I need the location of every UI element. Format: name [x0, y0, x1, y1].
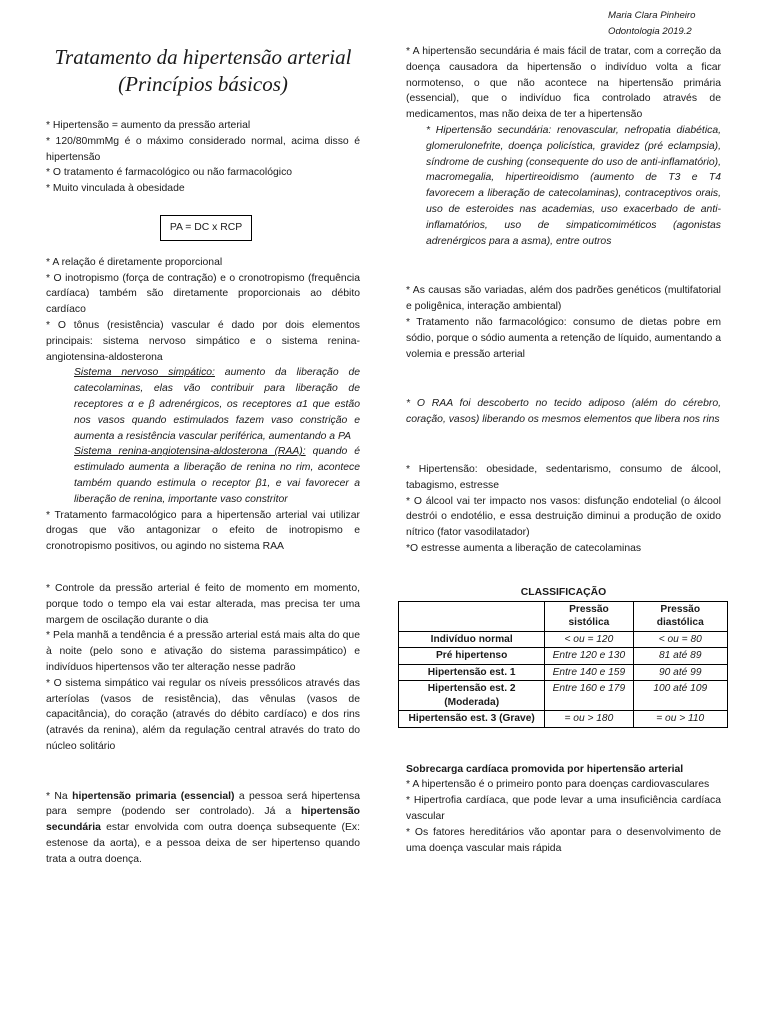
diastolic-cell: = ou > 110 — [633, 711, 727, 728]
diastolic-cell: < ou = 80 — [633, 631, 727, 648]
systolic-cell: Entre 140 e 159 — [545, 664, 633, 681]
table-row — [399, 648, 728, 665]
primary-post: estar envolvida com outra doença subsequente (Ex: estenose da aorta), e a pessoa deixa de ser hipertenso quando trata a outra doença. — [46, 822, 360, 865]
pharm-paragraph: * Tratamento farmacológico para a hipertensão arterial vai utilizar drogas que vão antagonizar o efeito de inotropismo e cronotropismo positivos, ou agindo no sistema RAA — [46, 509, 360, 553]
table-header-cell: Pressão sistólica — [545, 601, 633, 631]
row-label: Hipertensão est. 1 — [399, 664, 545, 681]
classification-table — [398, 601, 728, 728]
author-block — [608, 8, 758, 39]
diastolic-cell: 100 até 109 — [633, 681, 727, 711]
title-line-1: Tratamento da hipertensão arterial — [54, 45, 352, 69]
table-row — [399, 664, 728, 681]
overload-item: * A hipertensão é o primeiro ponto para doenças cardiovasculares — [406, 779, 710, 791]
table-header-cell: Pressão diastólica — [633, 601, 727, 631]
secondary-causes-paragraph: * Hipertensão secundária: renovascular, nefropatia diabética, glomerulonefrite, doença policística, gravidez (pré eclampsia), síndrome de cushing (consequente do uso de anti-inflamatório), macromegalia, hipertireoidismo (aumento de T3 e T4 favorecem a liberação de catecolaminas), contraceptivos orais, uso de esteroides nas academias, uso exacerbado de anti-inflamatórios, uso de simpaticomiméticos (agonistas adrenérgicos para a asma), entre outros — [426, 124, 721, 247]
raa-text: quando é estimulado aumenta a liberação de renina no rim, acontece também quando estimula o receptor β1, e vai favorecer a liberação de renina, importante vaso constritor — [74, 446, 360, 505]
factor-item: * Hipertensão: obesidade, sedentarismo, consumo de álcool, tabagismo, estresse — [406, 463, 721, 491]
secondary-bold: hipertensão secundária — [46, 806, 360, 834]
secondary-easy-paragraph: * A hipertensão secundária é mais fácil de tratar, com a correção da doença causadora da hipertensão o indivíduo volta a ficar normotenso, o que não acontece na hipertensão primária (essencial), que o indivíduo fica controlado através de medicamentos, mas não deixa de ter a hipertensão — [406, 46, 721, 121]
diastolic-cell: 90 até 99 — [633, 664, 727, 681]
row-label: Hipertensão est. 3 (Grave) — [399, 711, 545, 728]
systolic-cell: Entre 160 e 179 — [545, 681, 633, 711]
primary-pre: * Na — [46, 790, 73, 802]
table-header-row — [399, 601, 728, 631]
primary-bold: hipertensão primaria (essencial) — [72, 790, 235, 802]
primary-paragraph — [46, 789, 360, 868]
systolic-cell: < ou = 120 — [545, 631, 633, 648]
systolic-cell: Entre 120 e 130 — [545, 648, 633, 665]
causes-item: * As causas são variadas, além dos padrões genéticos (multifatorial e poligênica, interação ambiental) — [406, 285, 721, 313]
relation-item: * O tônus (resistência) vascular é dado por dois elementos principais: sistema nervoso simpático e o sistema renina-angiotensina-aldosterona — [46, 319, 360, 363]
control-item: * Pela manhã a tendência é a pressão arterial está mais alta do que à noite (pelo sono e ativação do sistema parassimpático) e indivíduos hipertensos vão ter alteração nesse padrão — [46, 630, 360, 673]
overload-title: Sobrecarga cardíaca promovida por hipertensão arterial — [406, 763, 684, 775]
left-column — [46, 44, 360, 868]
control-item: * Controle da pressão arterial é feito de momento em momento, porque todo o tempo ela vai estar alterada, mas precisa ter uma margem de oscilação durante o dia — [46, 582, 360, 626]
factor-item: *O estresse aumenta a liberação de catecolaminas — [406, 542, 642, 554]
row-label: Indivíduo normal — [399, 631, 545, 648]
course-name: Odontologia 2019.2 — [608, 25, 692, 37]
formula-box: PA = DC x RCP — [160, 215, 252, 241]
table-row — [399, 681, 728, 711]
intro-item: * Hipertensão = aumento da pressão arterial — [46, 120, 251, 131]
table-row — [399, 711, 728, 728]
overload-item: * Hipertrofia cardíaca, que pode levar a uma insuficiência cardíaca vascular — [406, 795, 721, 822]
right-column — [406, 44, 721, 856]
control-item: * O sistema simpático vai regular os níveis pressólicos através das arteríolas (vasos de resistência), das vênulas (vasos de capacitância), do coração (através do débito cardíaco) e dos rins (através da renina), além da regulação central através do trato do núcleo solitário — [46, 677, 360, 752]
raa-paragraph — [74, 444, 360, 507]
diastolic-cell: 81 até 89 — [633, 648, 727, 665]
systolic-cell: = ou > 180 — [545, 711, 633, 728]
raa-note: * O RAA foi descoberto no tecido adiposo (além do cérebro, coração, vasos) liberando os mesmos elementos que libera nos rins — [406, 398, 721, 426]
classification-title: CLASSIFICAÇÃO — [520, 586, 607, 598]
raa-label: Sistema renina-angiotensina-aldosterona (RAA): — [74, 446, 306, 458]
table-row — [399, 631, 728, 648]
row-label: Pré hipertenso — [399, 648, 545, 665]
table-header-cell — [399, 601, 545, 631]
relation-item: * O inotropismo (força de contração) e o cronotropismo (frequência cardíaca) também são diretamente proporcionais ao débito cardíaco — [46, 272, 360, 316]
author-name: Maria Clara Pinheiro — [608, 10, 696, 21]
causes-item: * Tratamento não farmacológico: consumo de dietas pobre em sódio, porque o sódio aumenta a retenção de líquido, aumentando a volemia e pressão arterial — [406, 316, 721, 360]
factor-item: * O álcool vai ter impacto nos vasos: disfunção endotelial (o álcool destrói o endotélio, e essa destruição diminui a produção de oxido nítrico (fator vasodilatador) — [406, 495, 721, 539]
primary-mid: a pessoa será hipertensa para sempre (podendo ser controlado). Já a — [46, 790, 360, 818]
sns-text: aumento da liberação de catecolaminas, elas vão contribuir para liberação de receptores α e β adrenérgicos, os receptores α1 que estão nos vasos quando estimulados fazem vaso constrição e aumenta a resistência vascular periférica, aumentando a PA — [74, 367, 361, 442]
sns-paragraph — [74, 365, 360, 444]
title-line-2: (Princípios básicos) — [118, 72, 288, 96]
overload-item: * Os fatores hereditários vão apontar para o desenvolvimento de uma doença vascular mais rápida — [406, 826, 721, 854]
sns-label: Sistema nervoso simpático: — [74, 367, 215, 379]
page-title — [46, 44, 360, 98]
row-label: Hipertensão est. 2 (Moderada) — [399, 681, 545, 711]
intro-item: * Muito vinculada à obesidade — [46, 183, 185, 195]
intro-item: * 120/80mmMg é o máximo considerado normal, acima disso é hipertensão — [46, 135, 360, 163]
intro-item: * O tratamento é farmacológico ou não farmacológico — [46, 167, 293, 179]
relation-item: * A relação é diretamente proporcional — [46, 256, 223, 268]
